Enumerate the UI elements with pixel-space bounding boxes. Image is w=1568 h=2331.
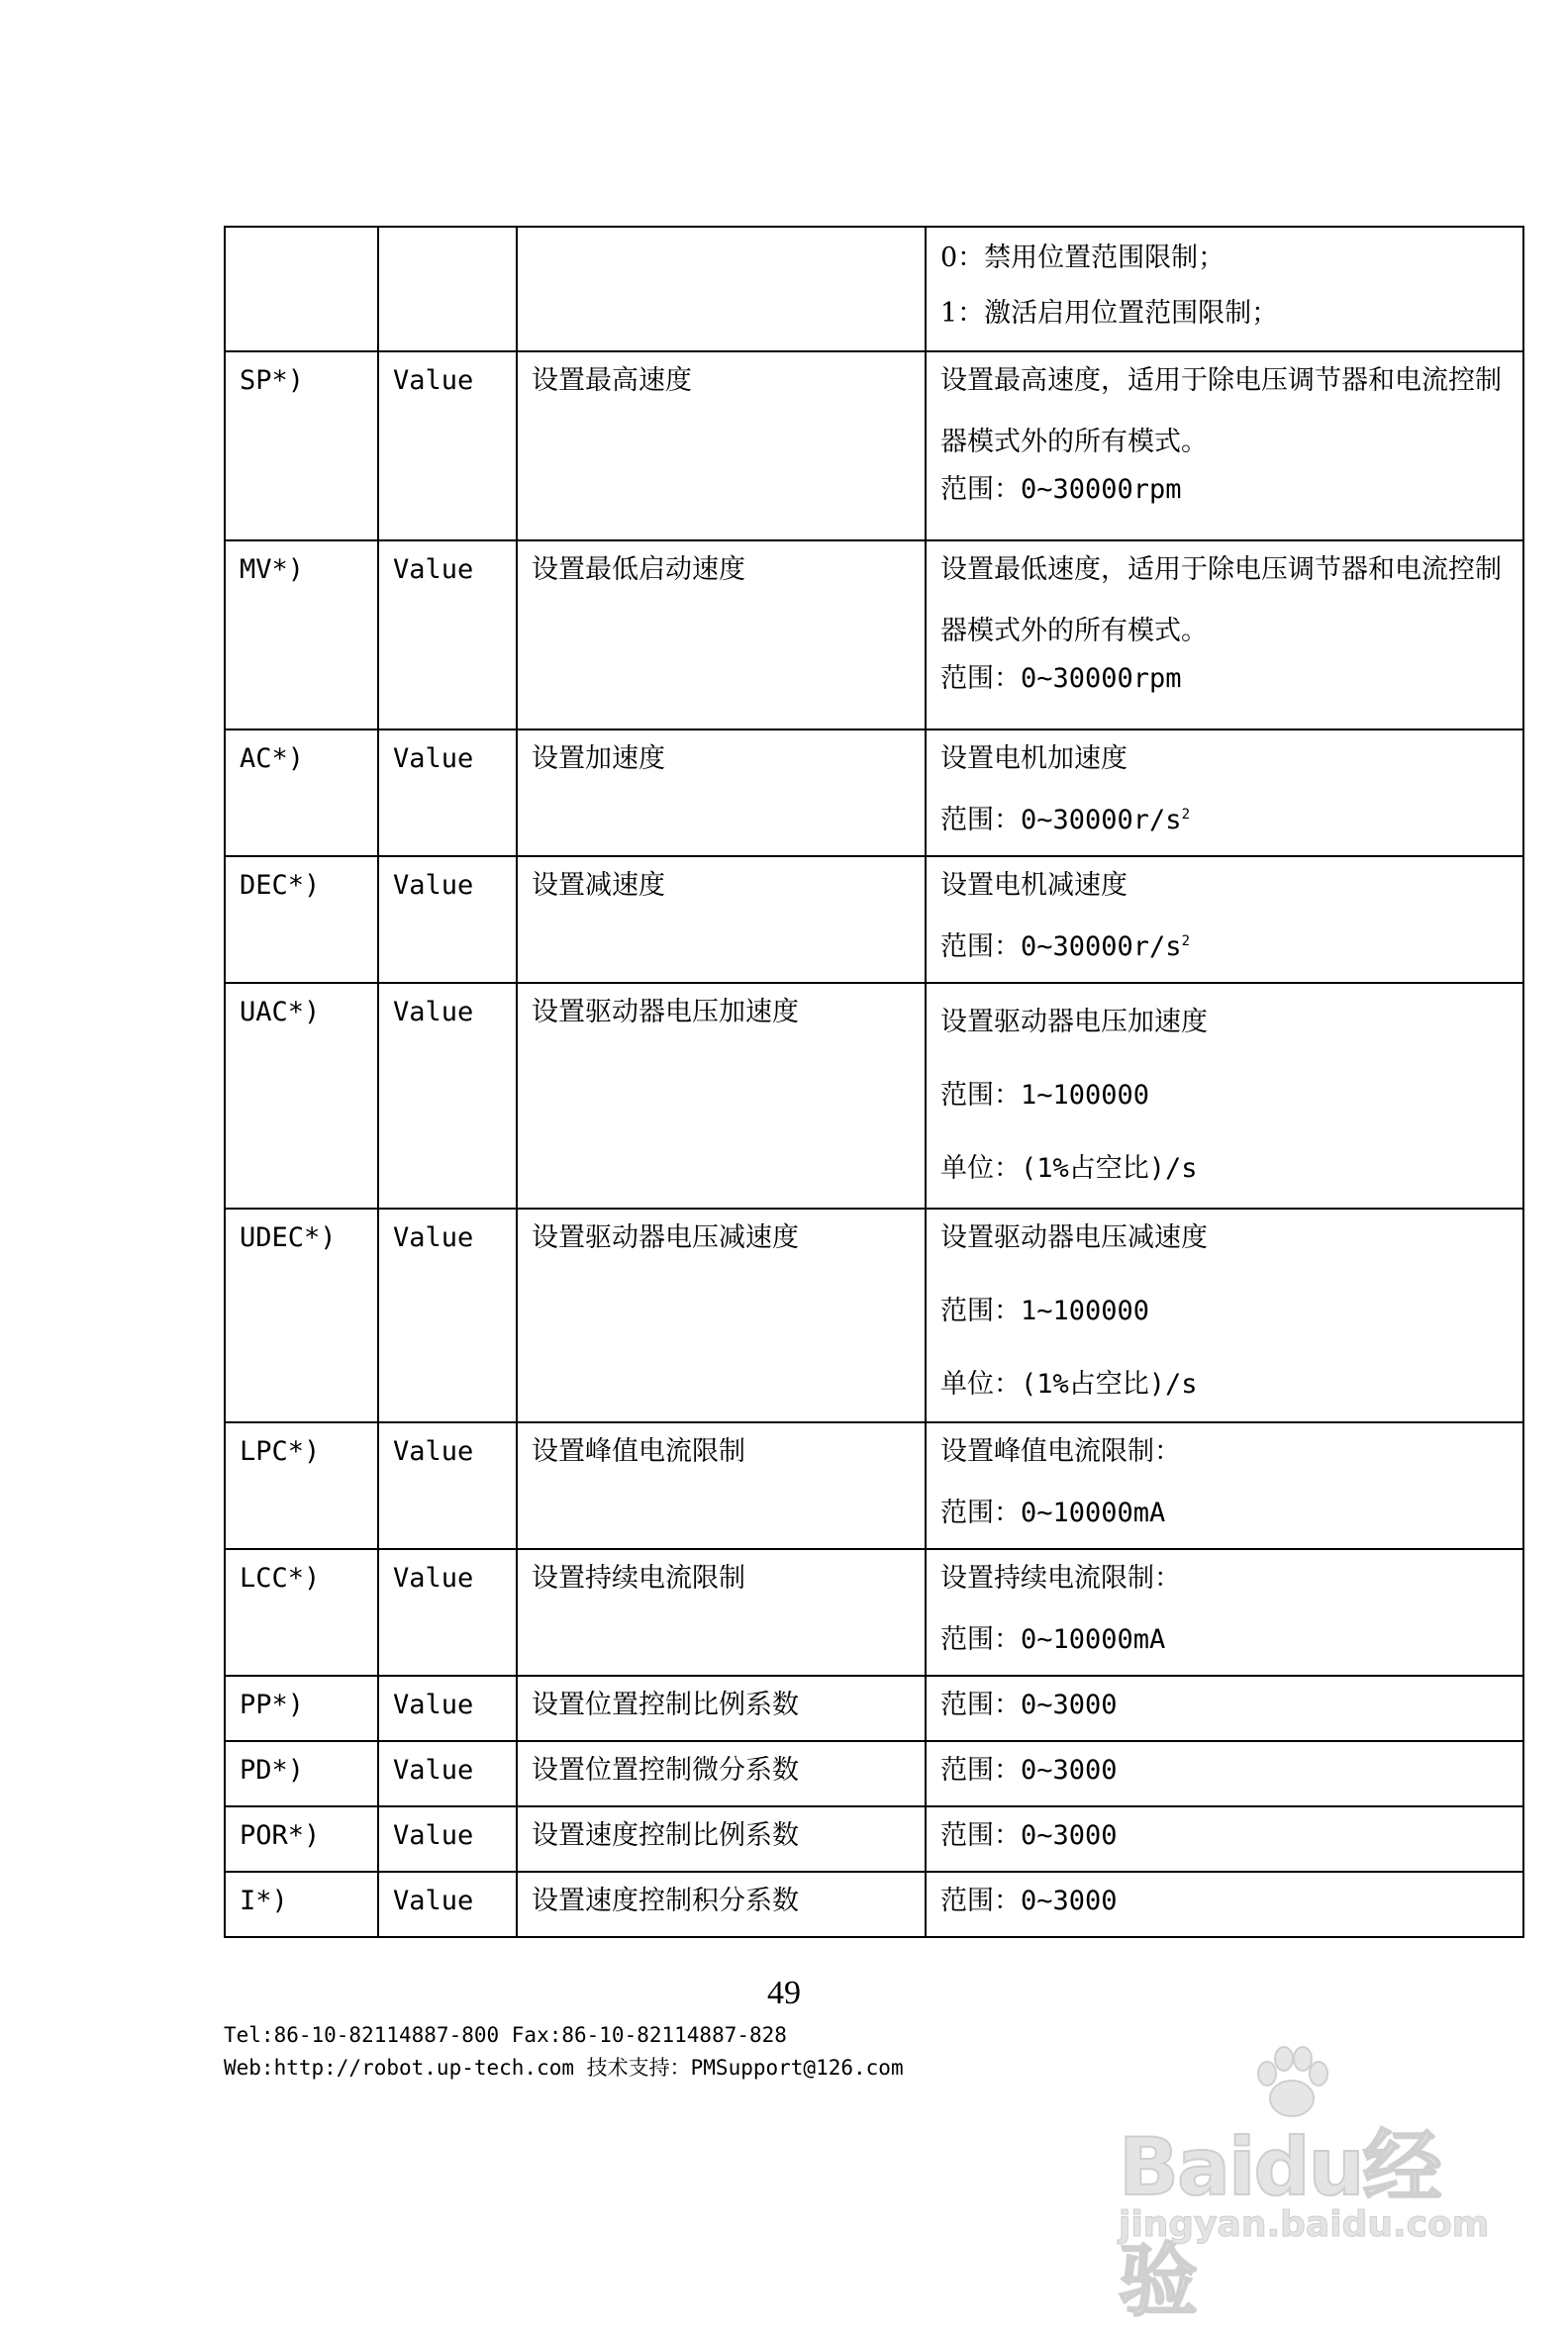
command-code: UDEC*)	[225, 1209, 378, 1422]
range-text: 范围：0~30000r/s	[940, 805, 1182, 835]
description-line: 1：激活启用位置范围限制；	[940, 298, 1279, 329]
command-description	[926, 983, 1523, 1209]
command-description	[926, 540, 1523, 729]
description-line: 范围：0~10000mA	[940, 1498, 1166, 1528]
paw-icon	[1247, 2044, 1336, 2123]
command-name: 设置速度控制比例系数	[517, 1806, 926, 1872]
description-line: 范围：0~10000mA	[940, 1624, 1166, 1655]
description-line: 设置电机加速度	[940, 743, 1127, 774]
table-row	[225, 1872, 1523, 1937]
command-code: AC*)	[225, 729, 378, 856]
description-line: 设置驱动器电压减速度	[940, 1222, 1208, 1253]
command-code: PD*)	[225, 1741, 378, 1806]
command-name	[517, 227, 926, 351]
command-value: Value	[378, 1872, 517, 1937]
footer	[224, 2019, 904, 2085]
command-value: Value	[378, 1741, 517, 1806]
command-value: Value	[378, 983, 517, 1209]
table-row	[225, 227, 1523, 351]
table-row	[225, 1549, 1523, 1676]
command-code: UAC*)	[225, 983, 378, 1209]
page-number: 49	[767, 1975, 801, 2011]
command-name: 设置位置控制微分系数	[517, 1741, 926, 1806]
description-line: 范围：0~3000	[940, 1690, 1118, 1720]
table-row	[225, 1741, 1523, 1806]
command-value: Value	[378, 1209, 517, 1422]
footer-web: Web:http://robot.up-tech.com 技术支持：PMSupport@126.com	[224, 2056, 904, 2080]
command-description	[926, 856, 1523, 983]
table-row	[225, 856, 1523, 983]
description-line: 范围：1~100000	[940, 1080, 1150, 1111]
command-code	[225, 227, 378, 351]
command-value: Value	[378, 1676, 517, 1741]
description-line: 0：禁用位置范围限制；	[940, 243, 1225, 273]
range-text: 范围：0~30000r/s	[940, 931, 1182, 962]
command-description	[926, 351, 1523, 540]
footer-contact: Tel:86-10-82114887-800 Fax:86-10-82114887-828	[224, 2023, 787, 2047]
description-line: 设置最高速度，适用于除电压调节器和电流控制器模式外的所有模式。	[940, 365, 1502, 457]
table-row	[225, 729, 1523, 856]
command-name: 设置最高速度	[517, 351, 926, 540]
command-name: 设置减速度	[517, 856, 926, 983]
command-value: Value	[378, 856, 517, 983]
command-description	[926, 1741, 1523, 1806]
command-value: Value	[378, 1549, 517, 1676]
description-line: 范围：0~3000	[940, 1820, 1118, 1851]
command-description	[926, 729, 1523, 856]
command-code: LPC*)	[225, 1422, 378, 1549]
table-row	[225, 1422, 1523, 1549]
command-value: Value	[378, 1422, 517, 1549]
command-name: 设置最低启动速度	[517, 540, 926, 729]
command-description	[926, 1422, 1523, 1549]
command-name: 设置持续电流限制	[517, 1549, 926, 1676]
command-code: DEC*)	[225, 856, 378, 983]
description-line: 设置峰值电流限制：	[940, 1436, 1181, 1467]
table-row	[225, 983, 1523, 1209]
description-line: 设置持续电流限制：	[940, 1563, 1181, 1594]
command-description	[926, 1209, 1523, 1422]
table-row	[225, 1806, 1523, 1872]
command-description	[926, 1549, 1523, 1676]
watermark-brand: Baidu经验	[1119, 2121, 1440, 2327]
command-value: Value	[378, 540, 517, 729]
command-code: MV*)	[225, 540, 378, 729]
command-value	[378, 227, 517, 351]
description-line: 范围：0~30000rpm	[940, 663, 1182, 694]
command-table	[224, 226, 1524, 1938]
command-value: Value	[378, 351, 517, 540]
table-row	[225, 1209, 1523, 1422]
description-line: 范围：0~30000rpm	[940, 474, 1182, 505]
table-row	[225, 1676, 1523, 1741]
description-line	[940, 804, 1511, 837]
superscript: 2	[1181, 933, 1190, 949]
description-line: 范围：0~3000	[940, 1886, 1118, 1916]
command-value: Value	[378, 1806, 517, 1872]
table-row	[225, 540, 1523, 729]
description-line: 设置驱动器电压加速度	[940, 1007, 1208, 1037]
command-description	[926, 1806, 1523, 1872]
description-line: 设置最低速度，适用于除电压调节器和电流控制器模式外的所有模式。	[940, 554, 1502, 646]
command-description	[926, 227, 1523, 351]
command-name: 设置速度控制积分系数	[517, 1872, 926, 1937]
table-row	[225, 351, 1523, 540]
description-line: 单位：(1%占空比)/s	[940, 1153, 1198, 1184]
command-description	[926, 1872, 1523, 1937]
description-line: 单位：(1%占空比)/s	[940, 1369, 1198, 1400]
command-name: 设置加速度	[517, 729, 926, 856]
command-value: Value	[378, 729, 517, 856]
watermark-url: jingyan.baidu.com	[1119, 2204, 1490, 2245]
description-line	[940, 930, 1511, 964]
command-code: LCC*)	[225, 1549, 378, 1676]
command-name: 设置驱动器电压减速度	[517, 1209, 926, 1422]
command-description	[926, 1676, 1523, 1741]
command-name: 设置峰值电流限制	[517, 1422, 926, 1549]
description-line: 范围：0~3000	[940, 1755, 1118, 1786]
command-code: PP*)	[225, 1676, 378, 1741]
command-name: 设置位置控制比例系数	[517, 1676, 926, 1741]
description-line: 范围：1~100000	[940, 1296, 1150, 1326]
command-name: 设置驱动器电压加速度	[517, 983, 926, 1209]
command-code: I*)	[225, 1872, 378, 1937]
command-code: POR*)	[225, 1806, 378, 1872]
watermark	[1099, 2044, 1495, 2327]
superscript: 2	[1181, 807, 1190, 823]
command-code: SP*)	[225, 351, 378, 540]
description-line: 设置电机减速度	[940, 870, 1127, 901]
